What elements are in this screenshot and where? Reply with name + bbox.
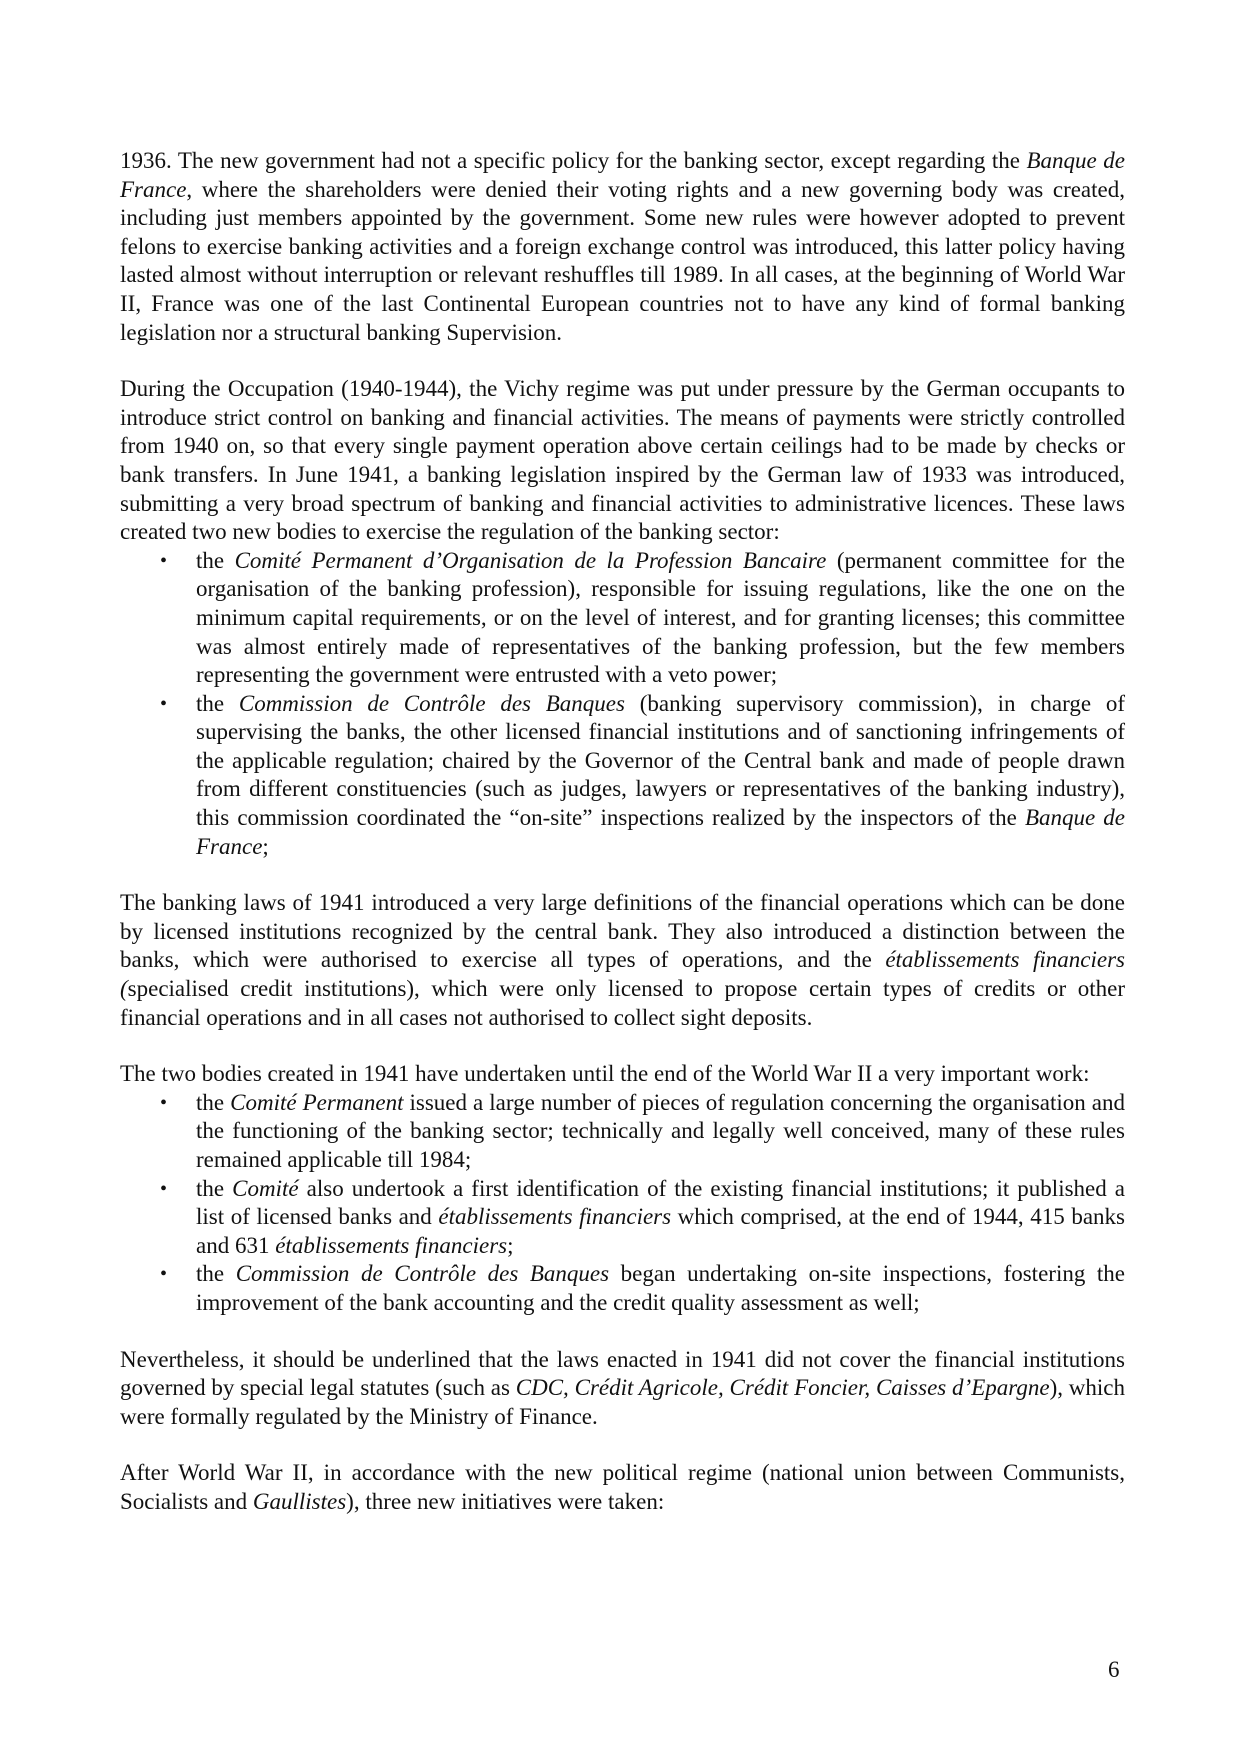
bullet-icon: • bbox=[160, 1263, 168, 1286]
bullet-icon: • bbox=[160, 692, 168, 715]
paragraph-1936-banking: 1936. The new government had not a specific policy for the banking sector, except regarding the Banque de France, where the shareholders were denied their voting rights and a new governing body was created, including just members appointed by the government. Some new rules were however adopted to prevent felons to exercise banking activities and a foreign exchange control was introduced, this latter policy having lasted almost without interruption or relevant reshuffles till 1989. In all cases, at the beginning of World War II, France was one of the last Continental European countries not to have any kind of formal banking legislation nor a structural banking Supervision. bbox=[120, 148, 1125, 345]
list-item: • the Comité also undertook a first identification of the existing financial institutions; it published a list of licensed banks and établissements financiers which comprised, at the end of 1944, 415 banks and 631 établissements financiers; bbox=[160, 1175, 1125, 1258]
list-item: • the Comité Permanent d’Organisation de la Profession Bancaire (permanent committee for the organisation of the banking profession), responsible for issuing regulations, like the one on the minimum capital requirements, or on the level of interest, and for granting licenses; this committee was almost entirely made of representatives of the banking profession, but the few members representing the government were entrusted with a veto power; bbox=[160, 547, 1125, 688]
list-item: • the Commission de Contrôle des Banques (banking supervisory commission), in charge of supervising the banks, the other licensed financial institutions and of sanctioning infringements of the applicable regulation; chaired by the Governor of the Central bank and made of people drawn from different constituencies (such as judges, lawyers or representatives of the banking industry), this commission coordinated the “on-site” inspections realized by the inspectors of the Banque de France; bbox=[160, 690, 1126, 859]
bullet-icon: • bbox=[160, 1177, 168, 1200]
document-body bbox=[120, 147, 1125, 1517]
bullet-list-new-bodies bbox=[120, 547, 1125, 862]
bullet-list-bodies-work bbox=[120, 1089, 1125, 1318]
bullet-icon: • bbox=[160, 549, 168, 572]
paragraph-two-bodies: The two bodies created in 1941 have undertaken until the end of the World War II a very important work: bbox=[120, 1061, 1090, 1087]
paragraph-occupation: During the Occupation (1940-1944), the Vichy regime was put under pressure by the German occupants to introduce strict control on banking and financial activities. The means of payments were strictly controlled from 1940 on, so that every single payment operation above certain ceilings had to be made by checks or bank transfers. In June 1941, a banking legislation inspired by the German law of 1933 was introduced, submitting a very broad spectrum of banking and financial activities to administrative licences. These laws created two new bodies to exercise the regulation of the banking sector: bbox=[120, 376, 1125, 545]
page-number: 6 bbox=[1108, 1657, 1120, 1682]
bullet-icon: • bbox=[160, 1091, 168, 1114]
list-item: • the Commission de Contrôle des Banques began undertaking on-site inspections, fostering the improvement of the bank accounting and the credit quality assessment as well; bbox=[160, 1261, 1126, 1315]
list-item: • the Comité Permanent issued a large number of pieces of regulation concerning the organisation and the functioning of the banking sector; technically and legally well conceived, many of these rules remained applicable till 1984; bbox=[160, 1089, 1125, 1172]
paragraph-special-statutes: Nevertheless, it should be underlined that the laws enacted in 1941 did not cover the financial institutions governed by special legal statutes (such as CDC, Crédit Agricole, Crédit Foncier, Caisses d’Epargne), which were formally regulated by the Ministry of Finance. bbox=[120, 1346, 1125, 1429]
paragraph-banking-laws-1941: The banking laws of 1941 introduced a very large definitions of the financial operations which can be done by licensed institutions recognized by the central bank. They also introduced a distinction between the banks, which were authorised to exercise all types of operations, and the établissements financiers (specialised credit institutions), which were only licensed to propose certain types of credits or other financial operations and in all cases not authorised to collect sight deposits. bbox=[120, 890, 1125, 1030]
paragraph-after-war: After World War II, in accordance with the new political regime (national union between Communists, Socialists and Gaullistes), three new initiatives were taken: bbox=[120, 1460, 1125, 1514]
